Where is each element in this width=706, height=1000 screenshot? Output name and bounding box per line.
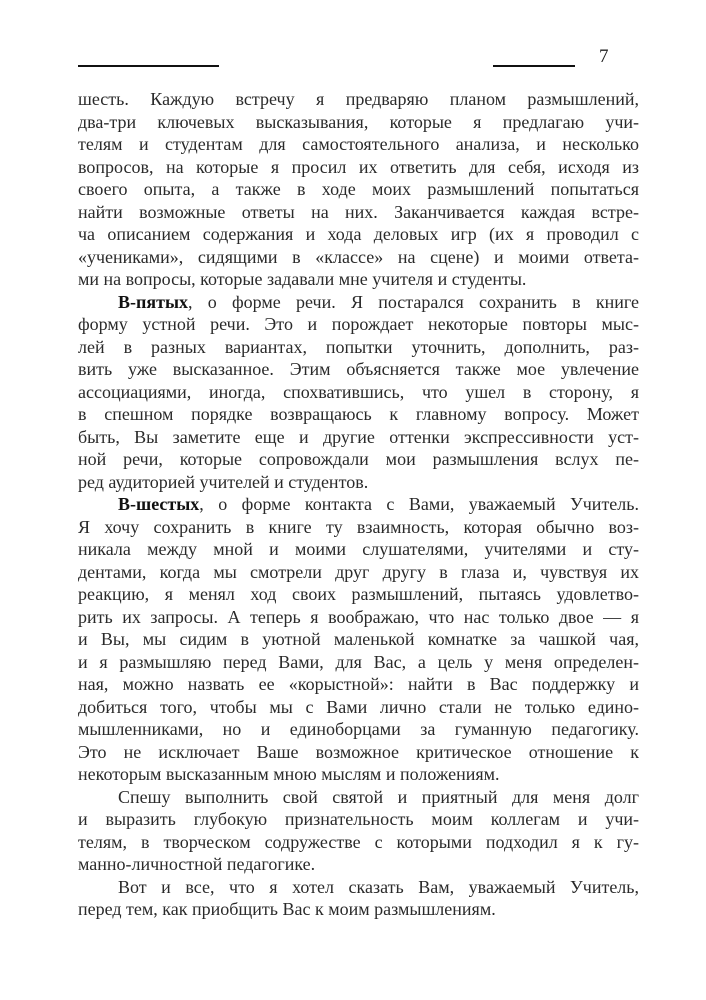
line-text: Это не исключает Ваше возможное критическое отношение к [78, 741, 639, 762]
text-line [78, 268, 639, 291]
text-line [78, 223, 639, 246]
text-line [78, 133, 639, 156]
text-line [78, 313, 639, 336]
text-line [78, 336, 639, 359]
line-text: и я размышляю перед Вами, для Вас, а цель у меня определен- [78, 651, 639, 672]
line-text: Вот и все, что я хотел сказать Вам, уважаемый Учитель, [118, 876, 639, 897]
line-text: шесть. Каждую встречу я предваряю планом размышлений, [78, 89, 639, 109]
text-line [78, 538, 639, 561]
text-line [78, 448, 639, 471]
line-text: ассоциациями, иногда, спохватившись, что ушел в сторону, я [78, 381, 639, 402]
line-text: ная, можно назвать ее «корыстной»: найти в Вас поддержку и [78, 674, 639, 694]
line-text: , о форме контакта с Вами, уважаемый Учитель. [199, 494, 639, 514]
line-text: ред аудиторией учителей и студентов. [78, 471, 369, 492]
line-text: , о форме речи. Я постарался сохранить в книге [188, 291, 639, 312]
line-text: телям, в творческом содружестве с которыми подходил я к гу- [78, 831, 639, 852]
text-line [78, 88, 639, 111]
line-text: ной речи, которые сопровождали мои размышления вслух пе- [78, 449, 639, 469]
line-text: в спешном порядке возвращаюсь к главному вопросу. Может [78, 404, 639, 424]
line-text: добиться того, чтобы мы с Вами лично стали не только едино- [78, 696, 639, 717]
line-text: Я хочу сохранить в книге ту взаимность, которая обычно воз- [78, 516, 639, 537]
text-line [78, 111, 639, 134]
text-line [78, 853, 639, 876]
paragraph [78, 291, 639, 494]
text-line [78, 291, 639, 314]
line-text: лей в разных вариантах, попытки уточнить, дополнить, раз- [78, 336, 639, 357]
text-line [78, 583, 639, 606]
bold-lead-word: В-шестых [118, 494, 200, 514]
text-line [78, 876, 639, 899]
paragraph [78, 493, 639, 786]
line-text: Спешу выполнить свой святой и приятный для меня долг [118, 786, 639, 807]
line-text: вить уже высказанное. Этим объясняется также мое увлечение [78, 359, 639, 379]
paragraph [78, 88, 639, 291]
line-text: форму устной речи. Это и порождает некоторые повторы мыс- [78, 314, 639, 334]
text-line [78, 561, 639, 584]
text-line [78, 358, 639, 381]
line-text: «учениками», сидящими в «классе» на сцене) и моими ответа- [78, 246, 639, 267]
header-rule-left [78, 65, 219, 67]
text-line [78, 718, 639, 741]
line-text: найти возможные ответы на них. Заканчивается каждая встре- [78, 201, 639, 222]
line-text: ча описанием содержания и хода деловых игр (их я проводил с [78, 224, 639, 244]
line-text: манно-личностной педагогике. [78, 854, 316, 874]
line-text: перед тем, как приобщить Вас к моим размышлениям. [78, 899, 496, 919]
text-line [78, 471, 639, 494]
paragraph [78, 876, 639, 921]
text-line [78, 516, 639, 539]
line-text: дентами, когда мы смотрели друг другу в глаза и, чувствуя их [78, 561, 639, 582]
line-text: рить их запросы. А теперь я воображаю, что нас только двое — я [78, 606, 639, 627]
text-line [78, 493, 639, 516]
body-text [78, 88, 639, 921]
text-line [78, 201, 639, 224]
text-line [78, 381, 639, 404]
line-text: быть, Вы заметите еще и другие оттенки экспрессивности уст- [78, 426, 639, 447]
text-line [78, 606, 639, 629]
line-text: вопросов, на которые я просил их ответить для себя, исходя из [78, 156, 639, 177]
line-text: реакцию, я менял ход своих размышлений, пытаясь удовлетво- [78, 584, 639, 604]
text-line [78, 403, 639, 426]
header-rule-right [493, 65, 575, 67]
paragraph [78, 786, 639, 876]
text-line [78, 156, 639, 179]
text-line [78, 246, 639, 269]
line-text: некоторым высказанным мною мыслям и положениям. [78, 764, 500, 784]
text-line [78, 831, 639, 854]
line-text: телям и студентам для самостоятельного анализа, и несколько [78, 134, 639, 154]
text-line [78, 673, 639, 696]
line-text: ми на вопросы, которые задавали мне учителя и студенты. [78, 269, 527, 289]
line-text: мышленниками, но и единоборцами за гуманную педагогику. [78, 719, 639, 739]
text-line [78, 763, 639, 786]
text-line [78, 178, 639, 201]
line-text: два-три ключевых высказывания, которые я предлагаю учи- [78, 111, 639, 132]
line-text: своего опыта, а также в ходе моих размышлений попытаться [78, 179, 639, 199]
text-line [78, 426, 639, 449]
text-line [78, 898, 639, 921]
line-text: никала между мной и моими слушателями, учителями и сту- [78, 539, 639, 559]
line-text: и Вы, мы сидим в уютной маленькой комнатке за чашкой чая, [78, 629, 639, 649]
text-line [78, 741, 639, 764]
text-line [78, 786, 639, 809]
line-text: и выразить глубокую признательность моим коллегам и учи- [78, 809, 639, 829]
text-line [78, 808, 639, 831]
page-number: 7 [599, 46, 609, 67]
text-line [78, 628, 639, 651]
bold-lead-word: В-пятых [118, 291, 189, 312]
text-line [78, 651, 639, 674]
text-line [78, 696, 639, 719]
